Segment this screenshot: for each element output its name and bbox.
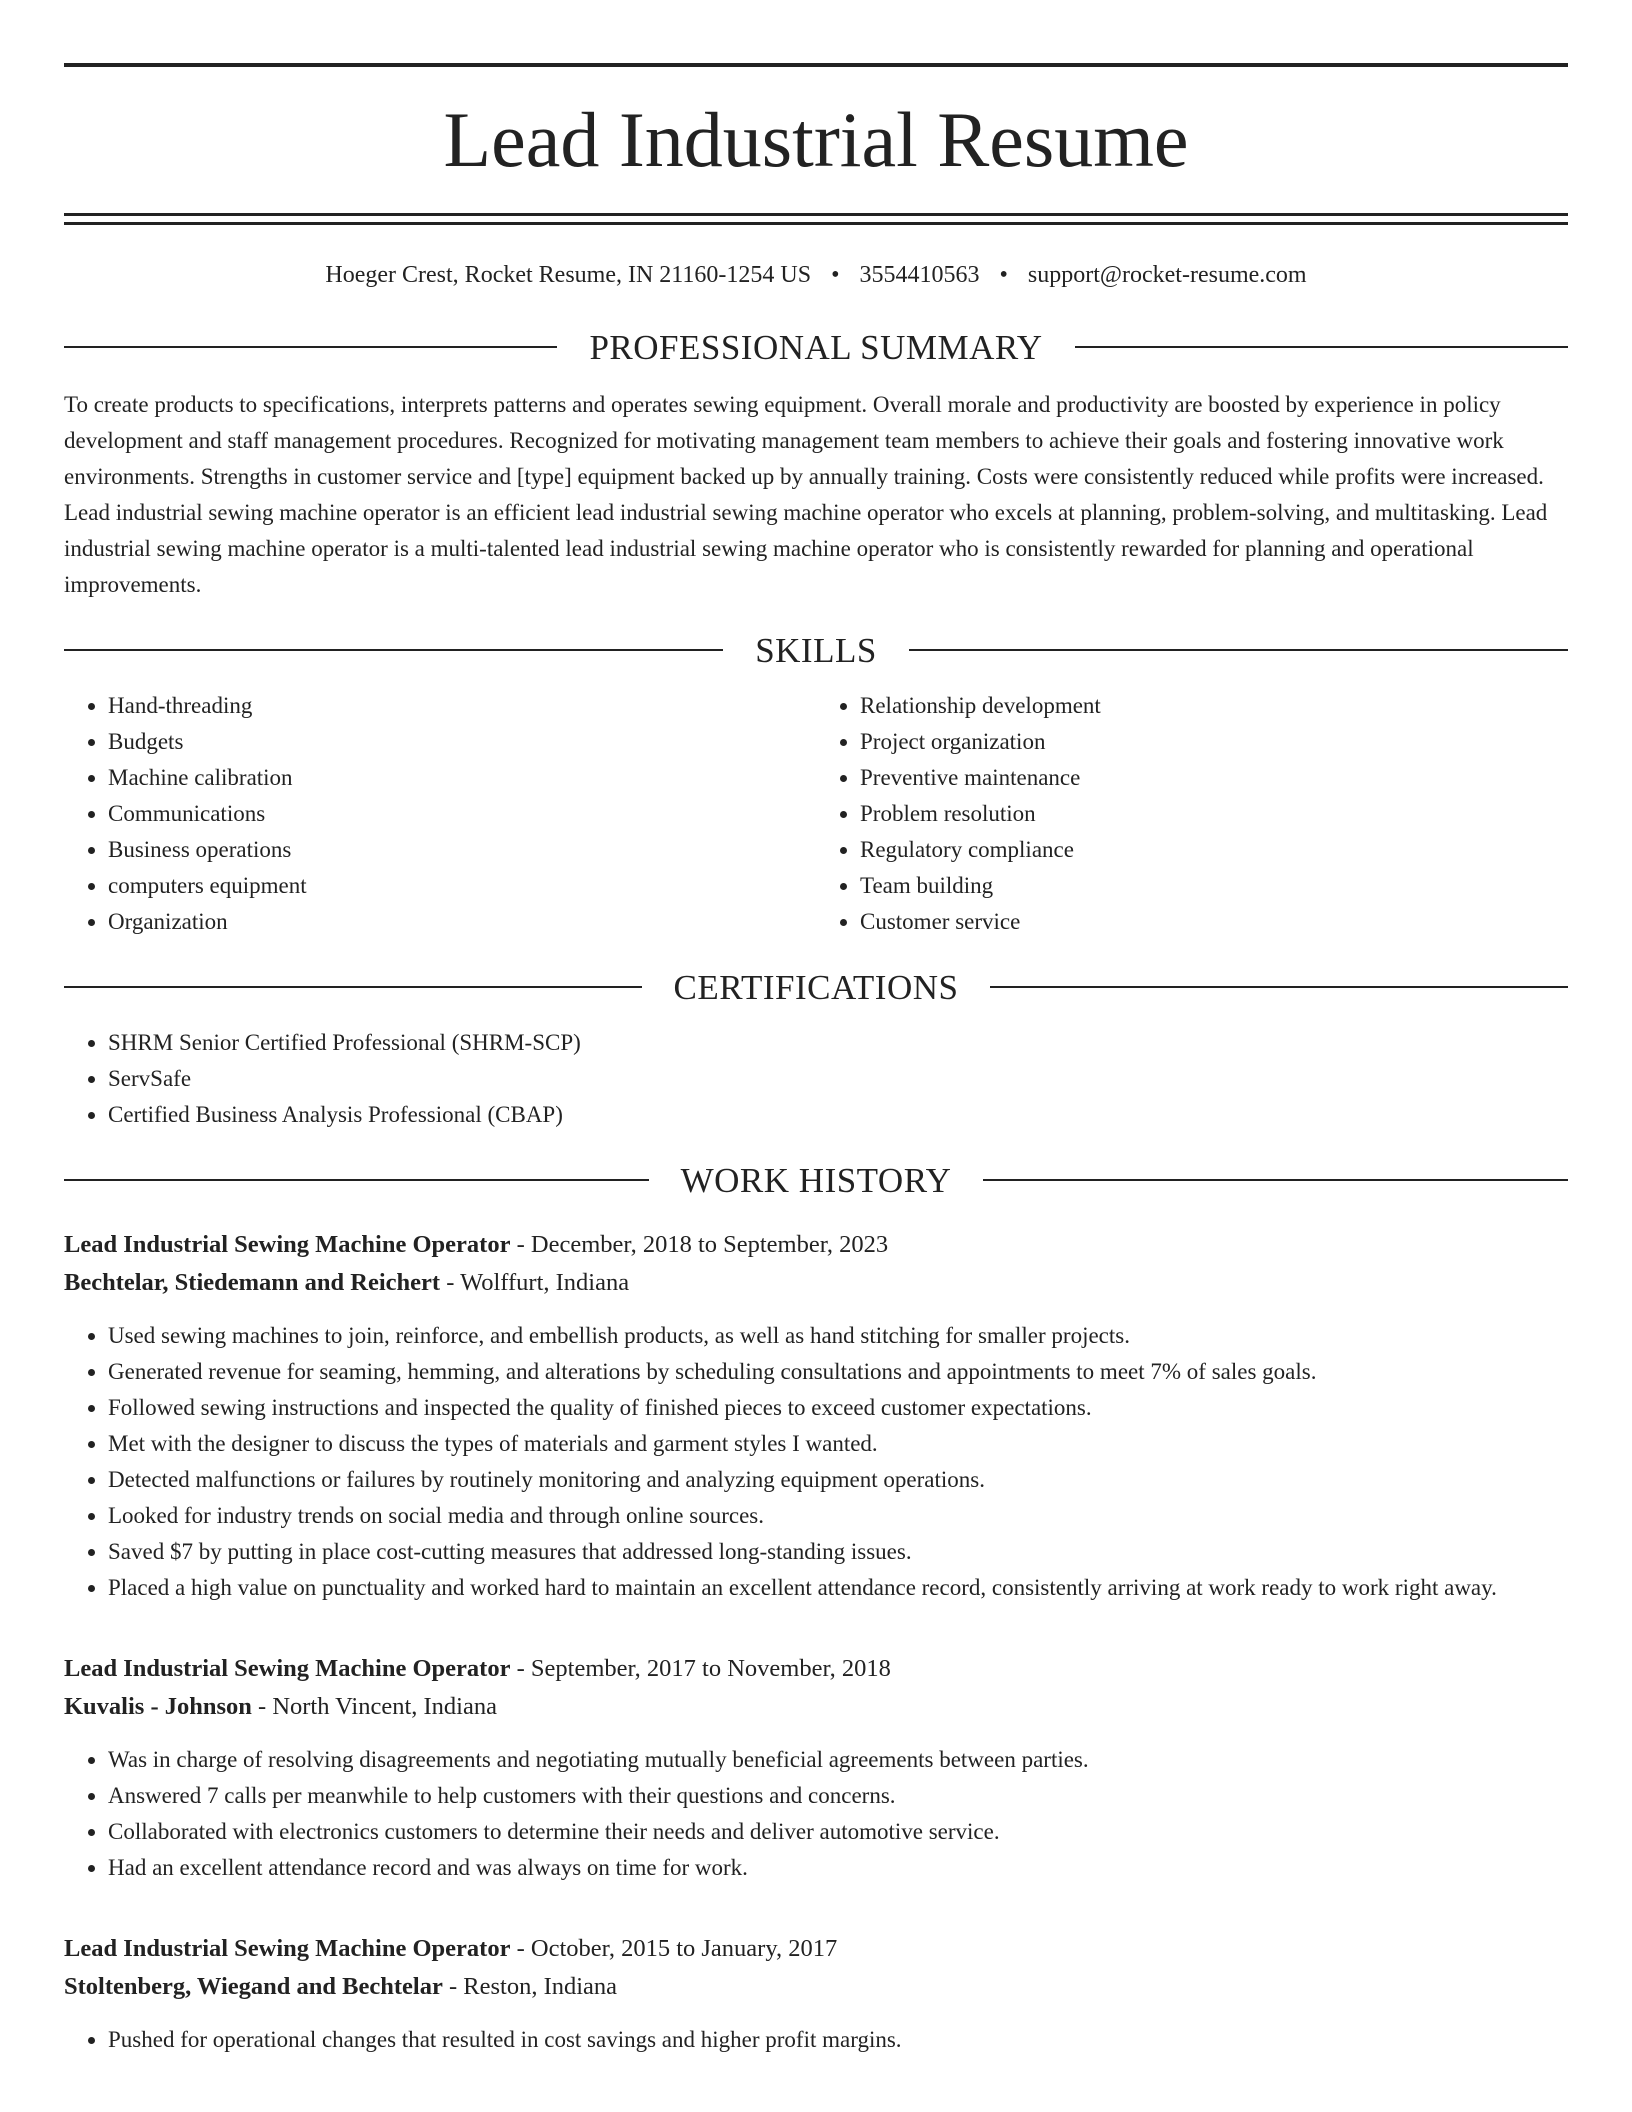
job-duty-item: • Detected malfunctions or failures by routinely monitoring and analyzing equipment operations. [108, 1462, 1568, 1498]
job-duties-list [64, 2022, 1568, 2058]
certification-item: • SHRM Senior Certified Professional (SHRM-SCP) [108, 1025, 1568, 1061]
contact-address: Hoeger Crest, Rocket Resume, IN 21160-1254 US [325, 262, 812, 288]
skill-item: • Communications [108, 796, 816, 832]
contact-phone: 3554410563 [859, 262, 980, 288]
job-duty-item: • Pushed for operational changes that resulted in cost savings and higher profit margins. [108, 2022, 1568, 2058]
job-title-line [64, 1226, 1568, 1264]
certification-item: • ServSafe [108, 1061, 1568, 1097]
job-company-line [64, 1968, 1568, 2006]
contact-separator: • [831, 262, 840, 288]
job-company-line [64, 1264, 1568, 1302]
work-history-list [64, 1226, 1568, 2058]
job-dash: - [510, 1654, 531, 1682]
work-section-heading [64, 1160, 1568, 1200]
job-entry [64, 1930, 1568, 2058]
job-duty-item: • Followed sewing instructions and inspected the quality of finished pieces to exceed customer expectations. [108, 1390, 1568, 1426]
title-double-rule [64, 213, 1568, 225]
job-dash: - [440, 1268, 461, 1296]
skills-right-column [816, 668, 1568, 940]
job-entry [64, 1226, 1568, 1606]
skills-columns [64, 668, 1568, 940]
job-duty-item: • Collaborated with electronics customers to determine their needs and deliver automotive service. [108, 1814, 1568, 1850]
job-title: Lead Industrial Sewing Machine Operator [64, 1230, 511, 1258]
contact-email: support@rocket-resume.com [1027, 262, 1307, 288]
resume-title: Lead Industrial Resume [443, 96, 1189, 183]
heading-rule [64, 1179, 649, 1181]
skill-item: • Business operations [108, 832, 816, 868]
job-entry [64, 1650, 1568, 1886]
heading-rule [990, 986, 1568, 988]
summary-section-heading [64, 327, 1568, 367]
summary-text: To create products to specifications, interprets patterns and operates sewing equipment. Overall morale and productivity are boosted by experience in policy development and staff management procedures. Recognized for motivating management team members to achieve their goals and fostering innovative work environments. Strengths in customer service and [type] equipment backed up by annually training. Costs were consistently reduced while profits were increased. Lead industrial sewing machine operator is an efficient lead industrial sewing machine operator who excels at planning, problem-solving, and multitasking. Lead industrial sewing machine operator is a multi-talented lead industrial sewing machine operator who is consistently rewarded for planning and operational improvements. [64, 391, 1548, 597]
certifications-heading-label: CERTIFICATIONS [673, 967, 959, 1007]
skills-section-heading [64, 630, 1568, 670]
skills-left-column [64, 668, 816, 940]
job-duties-list [64, 1742, 1568, 1886]
job-dates: September, 2017 to November, 2018 [530, 1654, 891, 1682]
heading-rule [64, 346, 557, 348]
skills-heading-label: SKILLS [755, 630, 877, 670]
job-duty-item: • Answered 7 calls per meanwhile to help customers with their questions and concerns. [108, 1778, 1568, 1814]
job-location: Wolffurt, Indiana [460, 1268, 630, 1296]
work-heading-label: WORK HISTORY [680, 1160, 952, 1200]
job-duty-item: • Looked for industry trends on social media and through online sources. [108, 1498, 1568, 1534]
job-title-line [64, 1930, 1568, 1968]
job-duty-item: • Was in charge of resolving disagreements and negotiating mutually beneficial agreements between parties. [108, 1742, 1568, 1778]
job-dash: - [251, 1692, 273, 1720]
heading-rule [1075, 346, 1568, 348]
job-company: Stoltenberg, Wiegand and Bechtelar [64, 1972, 443, 2000]
certifications-list [64, 1025, 1568, 1133]
job-company: Kuvalis - Johnson [64, 1692, 252, 1720]
job-duty-item: • Used sewing machines to join, reinforce, and embellish products, as well as hand stitching for smaller projects. [108, 1318, 1568, 1354]
job-title-line [64, 1650, 1568, 1688]
skills-left-list [64, 688, 816, 940]
skill-item: • Hand-threading [108, 688, 816, 724]
summary-heading-label: PROFESSIONAL SUMMARY [589, 327, 1043, 367]
heading-rule [983, 1179, 1568, 1181]
resume-page [64, 0, 1568, 2058]
job-duties-list [64, 1318, 1568, 1606]
skill-item: • computers equipment [108, 868, 816, 904]
certifications-section-heading [64, 967, 1568, 1007]
skill-item: • Budgets [108, 724, 816, 760]
skill-item: • Organization [108, 904, 816, 940]
skill-item: • Team building [860, 868, 1568, 904]
job-duty-item: • Met with the designer to discuss the types of materials and garment styles I wanted. [108, 1426, 1568, 1462]
skill-item: • Machine calibration [108, 760, 816, 796]
skills-right-list [816, 688, 1568, 940]
skill-item: • Preventive maintenance [860, 760, 1568, 796]
job-duty-item: • Had an excellent attendance record and was always on time for work. [108, 1850, 1568, 1886]
job-dates: December, 2018 to September, 2023 [530, 1230, 889, 1258]
skill-item: • Relationship development [860, 688, 1568, 724]
job-location: Reston, Indiana [463, 1972, 618, 2000]
heading-rule [64, 986, 642, 988]
job-dates: October, 2015 to January, 2017 [530, 1934, 838, 1962]
contact-separator: • [999, 262, 1008, 288]
job-title: Lead Industrial Sewing Machine Operator [64, 1934, 511, 1962]
skill-item: • Problem resolution [860, 796, 1568, 832]
job-duty-item: • Generated revenue for seaming, hemming, and alterations by scheduling consultations and appointments to meet 7% of sales goals. [108, 1354, 1568, 1390]
job-dash: - [510, 1230, 531, 1258]
skill-item: • Project organization [860, 724, 1568, 760]
heading-rule [64, 649, 723, 651]
job-dash: - [510, 1934, 531, 1962]
job-title: Lead Industrial Sewing Machine Operator [64, 1654, 511, 1682]
job-dash: - [442, 1972, 464, 2000]
job-duty-item: • Saved $7 by putting in place cost-cutting measures that addressed long-standing issues. [108, 1534, 1568, 1570]
heading-rule [909, 649, 1568, 651]
skill-item: • Customer service [860, 904, 1568, 940]
job-company-line [64, 1688, 1568, 1726]
contact-line [64, 261, 1568, 290]
skill-item: • Regulatory compliance [860, 832, 1568, 868]
job-duty-item: • Placed a high value on punctuality and worked hard to maintain an excellent attendance record, consistently arriving at work ready to work right away. [108, 1570, 1568, 1606]
certification-item: • Certified Business Analysis Professional (CBAP) [108, 1097, 1568, 1133]
job-location: North Vincent, Indiana [272, 1692, 497, 1720]
job-company: Bechtelar, Stiedemann and Reichert [64, 1268, 441, 1296]
